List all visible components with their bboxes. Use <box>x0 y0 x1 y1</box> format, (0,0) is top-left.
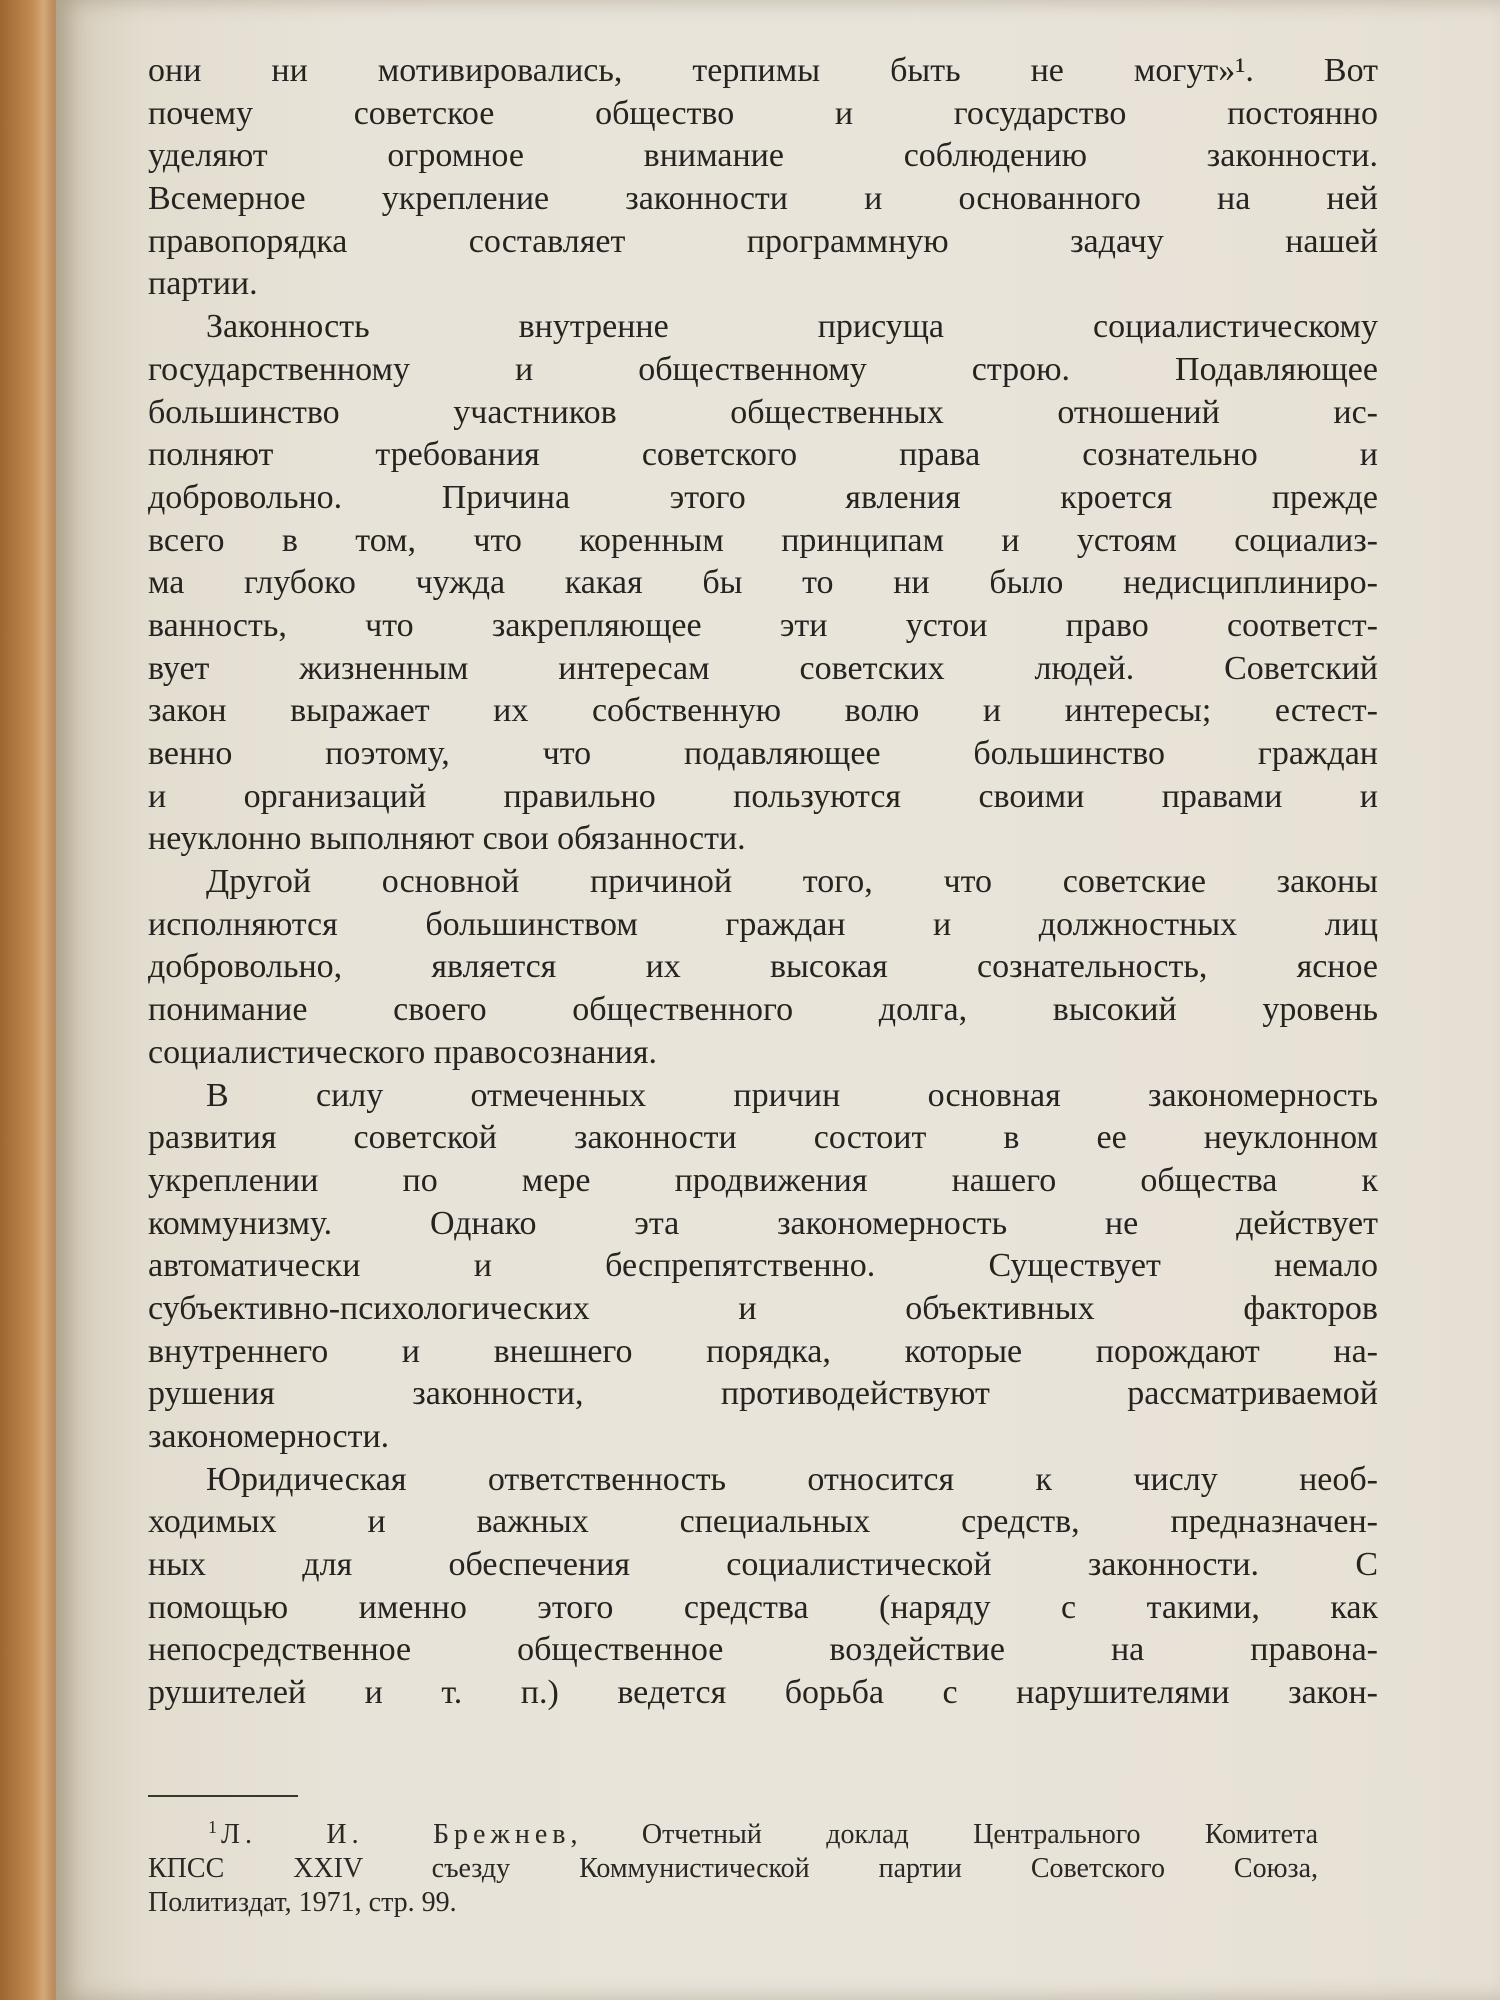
footnote-divider <box>148 1795 298 1797</box>
text-line: понимание своего общественного долга, высокий уровень <box>148 991 1378 1029</box>
text-line: ма глубоко чужда какая бы то ни было недисциплиниро- <box>148 564 1378 602</box>
text-line: и организаций правильно пользуются своими правами и <box>148 777 1378 815</box>
text-line: ходимых и важных специальных средств, предназначен- <box>148 1503 1378 1541</box>
text-line: партии. <box>148 265 258 303</box>
footnote-line: КПСС XXIV съезду Коммунистической партии Советского Союза, <box>148 1853 1318 1884</box>
text-line: почему советское общество и государство постоянно <box>148 94 1378 132</box>
footnote-title: , Отчетный доклад Центрального Комитета <box>570 1819 1318 1850</box>
footnote-author: Л. И. Брежнев <box>221 1819 571 1850</box>
paragraph-first-line: Законность внутренне присуща социалистическому <box>206 308 1378 346</box>
text-line: укреплении по мере продвижения нашего общества к <box>148 1161 1378 1199</box>
text-line: всего в том, что коренным принципам и устоям социализ- <box>148 521 1378 559</box>
text-line: внутреннего и внешнего порядка, которые порождают на- <box>148 1332 1378 1370</box>
text-line: вует жизненным интересам советских людей. Советский <box>148 649 1378 687</box>
text-line: уделяют огромное внимание соблюдению законности. <box>148 137 1378 175</box>
body-text <box>148 50 1378 1715</box>
text-line: они ни мотивировались, терпимы быть не могут»¹. Вот <box>148 52 1378 89</box>
footnote-marker: 1 <box>208 1816 217 1837</box>
text-line: рушения законности, противодействуют рассматриваемой <box>148 1375 1378 1413</box>
text-line: добровольно. Причина этого явления кроется прежде <box>148 478 1378 516</box>
paragraph-first-line: В силу отмеченных причин основная закономерность <box>206 1076 1378 1114</box>
text-line: неуклонно выполняют свои обязанности. <box>148 820 746 858</box>
text-line: большинство участников общественных отношений ис- <box>148 393 1378 431</box>
paragraph-first-line: Другой основной причиной того, что советские законы <box>206 863 1378 901</box>
text-line: развития советской законности состоит в ее неуклонном <box>148 1119 1378 1157</box>
text-line: автоматически и беспрепятственно. Существует немало <box>148 1247 1378 1285</box>
text-line: рушителей и т. п.) ведется борьба с нарушителями закон- <box>148 1674 1378 1712</box>
text-line: правопорядка составляет программную задачу нашей <box>148 222 1378 260</box>
text-line: добровольно, является их высокая сознательность, ясное <box>148 948 1378 986</box>
paragraph-first-line: Юридическая ответственность относится к числу необ- <box>206 1460 1378 1498</box>
footnote <box>148 1818 1318 1920</box>
text-line: помощью именно этого средства (наряду с такими, как <box>148 1588 1378 1626</box>
text-line: социалистического правосознания. <box>148 1033 657 1071</box>
text-line: субъективно-психологических и объективных факторов <box>148 1289 1378 1327</box>
footnote-line <box>148 1818 1318 1852</box>
text-line: венно поэтому, что подавляющее большинство граждан <box>148 735 1378 772</box>
text-line: Всемерное укрепление законности и основанного на ней <box>148 180 1378 218</box>
text-line: закономерности. <box>148 1418 390 1455</box>
text-line: непосредственное общественное воздействие на правона- <box>148 1631 1378 1669</box>
text-line: ных для обеспечения социалистической законности. С <box>148 1546 1378 1584</box>
text-line: ванность, что закрепляющее эти устои право соответст- <box>148 606 1378 644</box>
footnote-line: Политиздат, 1971, стр. 99. <box>148 1887 457 1918</box>
text-line: государственному и общественному строю. Подавляющее <box>148 350 1378 388</box>
text-line: закон выражает их собственную волю и интересы; естест- <box>148 692 1378 730</box>
text-line: коммунизму. Однако эта закономерность не действует <box>148 1204 1378 1242</box>
text-line: исполняются большинством граждан и должностных лиц <box>148 905 1378 943</box>
text-line: полняют требования советского права сознательно и <box>148 436 1378 474</box>
